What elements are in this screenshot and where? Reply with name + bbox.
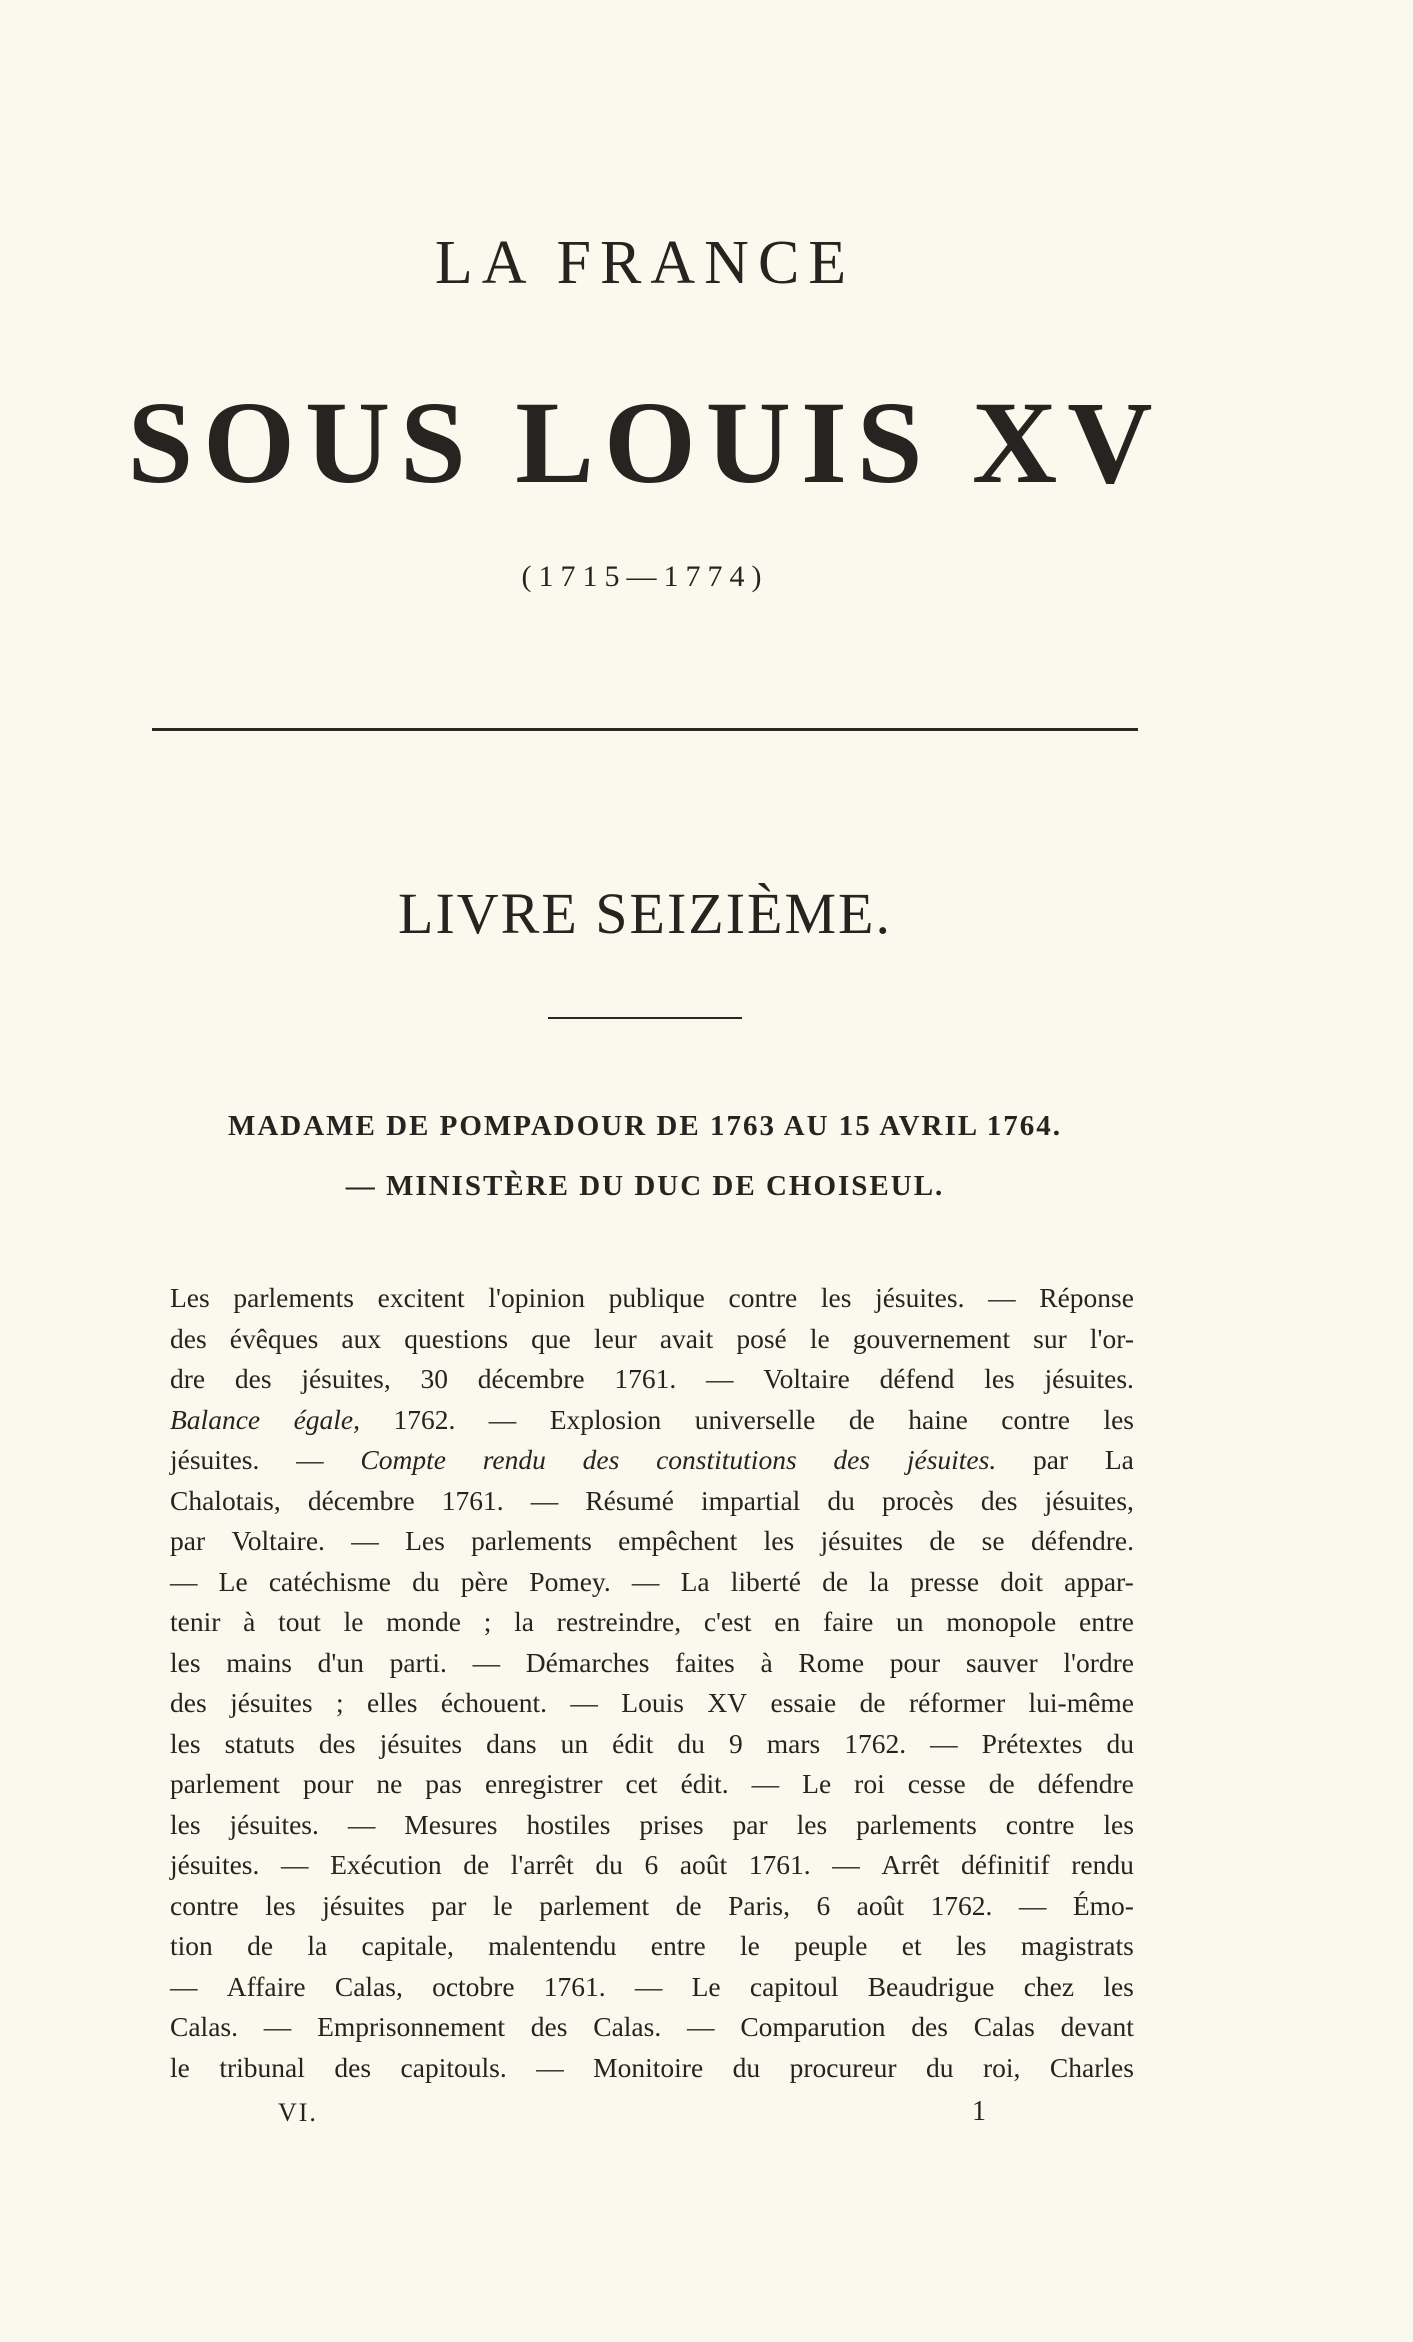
summary-word: les [1103, 1808, 1134, 1840]
summary-word: — [1018, 1889, 1047, 1921]
summary-word: Arrêt [881, 1849, 940, 1880]
summary-word: Affaire [226, 1970, 306, 2002]
summary-word: des [170, 1322, 207, 1354]
summary-word: les [170, 1808, 201, 1840]
summary-word: excitent [377, 1282, 465, 1313]
summary-word: Compte [360, 1444, 446, 1475]
summary-word: décembre [307, 1484, 415, 1516]
summary-word: Démarches [525, 1646, 650, 1678]
summary-word: peuple [794, 1930, 868, 1961]
summary-word: les [265, 1889, 296, 1921]
summary-word: Rome [798, 1646, 865, 1678]
reign-dates: (1715—1774) [521, 560, 769, 593]
summary-line [170, 1359, 1134, 1400]
summary-word: questions [404, 1322, 509, 1354]
summary-line [170, 1724, 1134, 1765]
summary-word: Comparution [740, 2011, 886, 2042]
summary-word: — [706, 1363, 734, 1394]
summary-word: parlements [233, 1282, 355, 1313]
summary-word: rendu [482, 1444, 546, 1475]
summary-word: de [988, 1768, 1015, 1799]
summary-word: par [732, 1808, 768, 1840]
summary-word: Charles [1049, 2051, 1134, 2083]
summary-word: avait [659, 1322, 714, 1354]
summary-word: jésuites, [301, 1363, 391, 1394]
summary-word: Emprisonnement [317, 2011, 505, 2042]
summary-line [170, 1602, 1134, 1643]
summary-word: contre [170, 1889, 239, 1921]
summary-word: défend [879, 1363, 955, 1394]
summary-word: les [820, 1282, 852, 1313]
summary-word: Mesures [404, 1808, 498, 1840]
summary-word: capitoul [749, 1970, 839, 2002]
summary-word: — [536, 2051, 564, 2083]
summary-word: des [911, 2011, 948, 2042]
book-heading: LIVRE SEIZIÈME. [398, 881, 892, 946]
signature-mark: VI. [278, 2098, 318, 2127]
summary-word: un [560, 1727, 589, 1759]
summary-word: les [170, 1646, 201, 1678]
summary-word: parlements [856, 1808, 977, 1840]
summary-word: magistrats [1020, 1930, 1134, 1961]
summary-word: appar- [1064, 1565, 1134, 1597]
summary-word: du [926, 2051, 954, 2083]
summary-word: tenir [170, 1606, 221, 1637]
summary-word: du [677, 1727, 705, 1759]
summary-word: jésuites. [906, 1444, 997, 1475]
summary-word: du [732, 2051, 761, 2083]
summary-word: 1761. [748, 1849, 811, 1880]
summary-word: roi, [983, 2051, 1021, 2083]
summary-line [170, 1319, 1134, 1360]
summary-word: rendu [1071, 1849, 1134, 1880]
summary-word: statuts [224, 1727, 295, 1759]
summary-word: enregistrer [484, 1768, 603, 1799]
summary-word: cet [625, 1768, 658, 1799]
summary-word: tribunal [219, 2051, 305, 2083]
summary-word: — [170, 1565, 198, 1597]
summary-word: la [514, 1606, 534, 1637]
summary-word: défendre [1037, 1768, 1134, 1799]
summary-word: Calas. [170, 2011, 238, 2042]
summary-word: de [859, 1687, 886, 1718]
summary-word: le [170, 2051, 190, 2083]
summary-word: ne [376, 1768, 403, 1799]
summary-word: Les [170, 1282, 210, 1313]
summary-word: — [930, 1727, 958, 1759]
summary-word: du [412, 1565, 440, 1597]
summary-word: publique [608, 1282, 705, 1313]
summary-word: jésuites. [1044, 1363, 1134, 1394]
summary-word: — [347, 1808, 376, 1840]
summary-line [170, 1886, 1134, 1927]
summary-word: 9 [728, 1727, 743, 1759]
summary-word: à [760, 1646, 773, 1678]
summary-word: contre [728, 1282, 798, 1313]
summary-word: — [472, 1646, 501, 1678]
summary-word: elles [367, 1687, 418, 1718]
page-number: 1 [972, 2096, 986, 2127]
summary-word: parlement [539, 1889, 650, 1921]
summary-word: les [796, 1808, 828, 1840]
summary-word: Explosion [549, 1403, 662, 1435]
summary-word: échouent. [440, 1687, 547, 1718]
summary-word: 1761. [441, 1484, 504, 1516]
summary-word: dre [170, 1363, 206, 1394]
summary-word: Le [691, 1970, 721, 2002]
summary-word: Chalotais, [170, 1484, 281, 1516]
summary-word: monopole [946, 1606, 1057, 1637]
summary-word: haine [908, 1403, 968, 1435]
summary-word: liberté [730, 1565, 801, 1597]
summary-word: la [869, 1565, 890, 1597]
summary-line [170, 1562, 1134, 1603]
summary-word: Prétextes [981, 1727, 1083, 1759]
summary-word: — [570, 1687, 598, 1718]
summary-word: parti. [389, 1646, 447, 1678]
summary-word: du [827, 1484, 855, 1516]
summary-word: à [243, 1606, 256, 1637]
summary-word: XV [707, 1687, 748, 1718]
summary-line [170, 2048, 1134, 2089]
summary-word: du [1106, 1727, 1134, 1759]
summary-word: essaie [770, 1687, 837, 1718]
summary-word: Le [802, 1768, 832, 1799]
summary-word: des [833, 1444, 871, 1475]
summary-word: des [234, 1363, 272, 1394]
summary-word: un [896, 1606, 924, 1637]
summary-word: 6 [644, 1849, 659, 1880]
title-line-2: SOUS LOUIS XV [127, 377, 1163, 508]
summary-word: jésuites. [875, 1282, 965, 1313]
summary-word: août [679, 1849, 728, 1880]
summary-word: jésuites [820, 1525, 904, 1556]
summary-word: — [687, 2011, 715, 2042]
summary-word: jésuites. [170, 1444, 260, 1475]
summary-word: du [595, 1849, 623, 1880]
summary-word: des [980, 1484, 1018, 1516]
summary-word: — [280, 1849, 309, 1880]
summary-word: capitouls. [400, 2051, 507, 2083]
summary-word: Calas. [593, 2011, 662, 2042]
summary-word: devant [1060, 2011, 1134, 2042]
summary-word: jésuites [379, 1727, 463, 1759]
summary-line [170, 1845, 1134, 1886]
summary-word: le [809, 1322, 830, 1354]
summary-word: des [530, 2011, 568, 2042]
summary-word: constitutions [656, 1444, 797, 1475]
summary-word: monde [386, 1606, 461, 1637]
summary-word: faire [822, 1606, 874, 1637]
summary-word: 1762. [930, 1889, 993, 1921]
title-line-1: LA FRANCE [434, 229, 856, 297]
summary-word: sauver [965, 1646, 1038, 1678]
summary-word: lui-même [1028, 1687, 1134, 1718]
summary-word: — [351, 1525, 379, 1556]
summary-word: pour [889, 1646, 941, 1678]
summary-line [170, 1521, 1134, 1562]
summary-word: tion [170, 1930, 213, 1961]
summary-word: pour [302, 1768, 354, 1799]
summary-word: de [247, 1930, 274, 1961]
summary-word: Émo- [1072, 1889, 1134, 1921]
summary-line [170, 1764, 1134, 1805]
summary-word: pas [425, 1768, 462, 1799]
summary-word: La [680, 1565, 710, 1597]
summary-word: Résumé [585, 1484, 674, 1516]
summary-word: leur [593, 1322, 637, 1354]
summary-word: décembre [477, 1363, 585, 1394]
summary-word: évêques [229, 1322, 319, 1354]
summary-word: capitale, [361, 1930, 454, 1961]
summary-word: 6 [816, 1889, 831, 1921]
summary-word: cesse [907, 1768, 966, 1799]
summary-word: l'arrêt [510, 1849, 574, 1880]
summary-word: empêchent [618, 1525, 738, 1556]
summary-word: 1762. [844, 1727, 907, 1759]
summary-word: posé [736, 1322, 787, 1354]
summary-word: jésuites. [229, 1808, 319, 1840]
summary-word: mars [766, 1727, 821, 1759]
summary-word: Beaudrigue [867, 1970, 995, 2002]
summary-word: procès [881, 1484, 954, 1516]
summary-word: des [334, 2051, 372, 2083]
summary-word: l'ordre [1063, 1646, 1134, 1678]
summary-word: — [296, 1444, 324, 1475]
summary-word: malentendu [488, 1930, 617, 1961]
summary-word: — [488, 1403, 517, 1435]
summary-word: entre [650, 1930, 706, 1961]
summary-word: — [988, 1282, 1016, 1313]
summary-word: — [634, 1970, 663, 2002]
summary-word: Les [405, 1525, 445, 1556]
summary-word: ; [483, 1606, 492, 1637]
summary-word: prises [639, 1808, 704, 1840]
summary-word: les [170, 1727, 201, 1759]
summary-word: jésuites [322, 1889, 405, 1921]
summary-word: contre [1005, 1808, 1075, 1840]
summary-word: des [170, 1687, 207, 1718]
summary-word: gouvernement [852, 1322, 1011, 1354]
summary-word: doit [1000, 1565, 1043, 1597]
summary-word: définitif [961, 1849, 1050, 1880]
summary-word: — [530, 1484, 559, 1516]
summary-word: de [848, 1403, 875, 1435]
summary-word: la [307, 1930, 328, 1961]
summary-word: de [463, 1849, 490, 1880]
summary-word: faites [675, 1646, 735, 1678]
summary-word: de [929, 1525, 956, 1556]
summary-word: défendre. [1030, 1525, 1134, 1556]
summary-word: tout [278, 1606, 321, 1637]
summary-line [170, 2007, 1134, 2048]
summary-word: restreindre, [556, 1606, 682, 1637]
summary-word: d'un [317, 1646, 364, 1678]
summary-word: hostiles [526, 1808, 611, 1840]
summary-line [170, 1683, 1134, 1724]
summary-word: Paris, [728, 1889, 790, 1921]
summary-word: ; [335, 1687, 344, 1718]
summary-word: le [740, 1930, 760, 1961]
summary-word: parlement [170, 1768, 280, 1799]
summary-word: aux [341, 1322, 382, 1354]
summary-word: c'est [703, 1606, 752, 1637]
summary-word: — [751, 1768, 780, 1799]
summary-word: de [822, 1565, 849, 1597]
summary-word: Réponse [1039, 1282, 1134, 1313]
summary-word: Louis [621, 1687, 684, 1718]
summary-word: jésuites [230, 1687, 313, 1718]
summary-word: de [675, 1889, 702, 1921]
summary-word: dans [486, 1727, 537, 1759]
summary-word: des [582, 1444, 620, 1475]
summary-word: presse [910, 1565, 980, 1597]
summary-word: Pomey. [529, 1565, 611, 1597]
summary-word: égale, [293, 1403, 360, 1435]
summary-line [170, 1643, 1134, 1684]
summary-word: procureur [789, 2051, 897, 2083]
summary-word: en [774, 1606, 801, 1637]
summary-word: Calas [973, 2011, 1035, 2042]
summary-word: par [431, 1889, 467, 1921]
summary-word: août [856, 1889, 905, 1921]
chapter-title-line-1: MADAME DE POMPADOUR DE 1763 AU 15 AVRIL 1764. [227, 1110, 1063, 1142]
summary-word: édit. [680, 1768, 729, 1799]
summary-word: chez [1023, 1970, 1075, 2002]
summary-word: Voltaire [763, 1363, 850, 1394]
summary-word: — [170, 1970, 198, 2002]
summary-word: roi [854, 1768, 885, 1799]
summary-word: se [981, 1525, 1005, 1556]
summary-word: sur [1033, 1322, 1067, 1354]
summary-word: — [263, 2011, 292, 2042]
summary-word: impartial [701, 1484, 801, 1516]
book-divider [548, 1017, 742, 1019]
summary-word: par [1032, 1444, 1069, 1475]
summary-line [170, 1481, 1134, 1522]
summary-line [170, 1440, 1134, 1481]
summary-word: Monitoire [593, 2051, 704, 2083]
summary-word: les [1103, 1403, 1134, 1435]
summary-word: l'or- [1089, 1322, 1134, 1354]
summary-word: 1761. [614, 1363, 677, 1394]
summary-word: le [343, 1606, 364, 1637]
summary-word: universelle [694, 1403, 816, 1435]
summary-line [170, 1805, 1134, 1846]
title-divider [152, 728, 1138, 731]
summary-word: contre [1001, 1403, 1070, 1435]
summary-word: père [460, 1565, 509, 1597]
summary-word: octobre [432, 1970, 515, 2002]
summary-word: parlements [471, 1525, 592, 1556]
summary-word: — [631, 1565, 660, 1597]
summary-word: réformer [908, 1687, 1006, 1718]
summary-line [170, 1926, 1134, 1967]
summary-word: catéchisme [268, 1565, 391, 1597]
chapter-summary [170, 1278, 1134, 2088]
summary-word: mains [226, 1646, 292, 1678]
summary-word: édit [612, 1727, 654, 1759]
summary-word: jésuites. [170, 1849, 260, 1880]
summary-word: les [984, 1363, 1015, 1394]
summary-word: les [763, 1525, 795, 1556]
summary-word: les [1103, 1970, 1134, 2002]
summary-word: que [531, 1322, 571, 1354]
summary-word: des [318, 1727, 356, 1759]
summary-word: entre [1078, 1606, 1134, 1637]
summary-word: Voltaire. [231, 1525, 325, 1556]
summary-line [170, 1400, 1134, 1441]
summary-word: Balance [170, 1403, 261, 1435]
summary-word: l'opinion [488, 1282, 585, 1313]
chapter-title-line-2: — MINISTÈRE DU DUC DE CHOISEUL. [345, 1170, 945, 1202]
summary-word: 1762. [393, 1403, 456, 1435]
summary-word: 30 [420, 1363, 448, 1394]
summary-word: Exécution [330, 1849, 442, 1880]
summary-word: jésuites, [1044, 1484, 1134, 1516]
summary-word: Calas, [334, 1970, 403, 2002]
summary-word: Le [218, 1565, 248, 1597]
summary-line [170, 1278, 1134, 1319]
summary-word: le [492, 1889, 513, 1921]
summary-word: — [832, 1849, 860, 1880]
summary-word: La [1104, 1444, 1134, 1475]
summary-word: 1761. [543, 1970, 606, 2002]
summary-line [170, 1967, 1134, 2008]
summary-word: par [170, 1525, 206, 1556]
summary-word: et [901, 1930, 922, 1961]
summary-word: les [955, 1930, 987, 1961]
